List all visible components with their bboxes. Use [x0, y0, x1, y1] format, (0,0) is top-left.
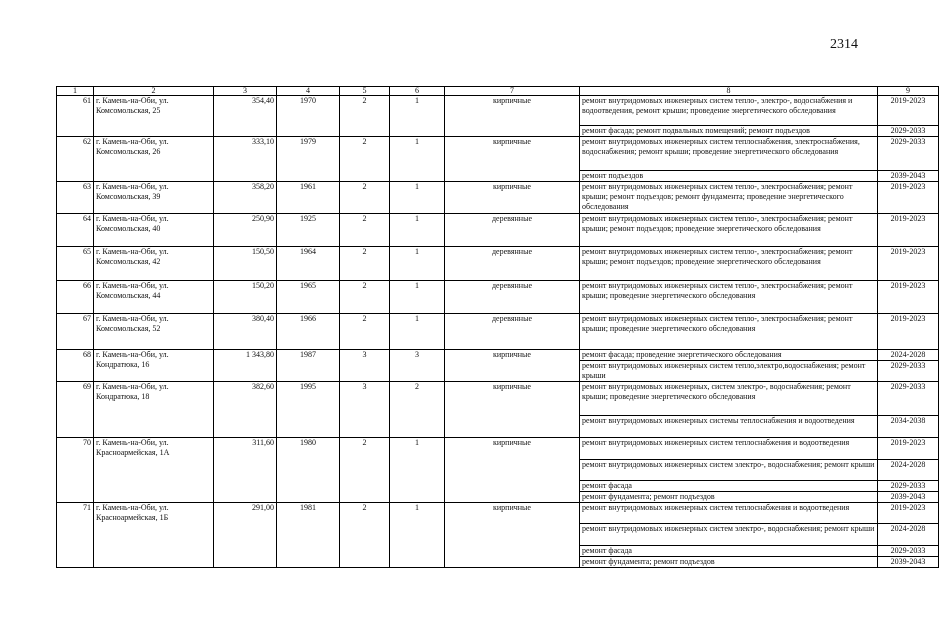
- entrances-cell: 1: [390, 214, 445, 247]
- table-row: [57, 137, 939, 171]
- table-row: [57, 281, 939, 314]
- area-cell: 150,50: [214, 247, 277, 281]
- period-cell: 2029-2033: [878, 137, 939, 171]
- year-cell: 1961: [277, 182, 340, 214]
- period-cell: 2029-2033: [878, 382, 939, 416]
- address-cell: г. Камень-на-Оби, ул. Комсомольская, 40: [94, 214, 214, 247]
- floors-cell: 3: [340, 382, 390, 438]
- row-number-cell: 62: [57, 137, 94, 182]
- header-cell: 3: [214, 87, 277, 96]
- address-cell: г. Камень-на-Оби, ул. Комсомольская, 26: [94, 137, 214, 182]
- floors-cell: 2: [340, 182, 390, 214]
- material-cell: кирпичные: [445, 182, 580, 214]
- material-cell: кирпичные: [445, 438, 580, 503]
- period-cell: 2024-2028: [878, 460, 939, 481]
- period-cell: 2019-2023: [878, 96, 939, 126]
- material-cell: деревянные: [445, 214, 580, 247]
- period-cell: 2034-2038: [878, 416, 939, 438]
- area-cell: 1 343,80: [214, 350, 277, 382]
- year-cell: 1979: [277, 137, 340, 182]
- repair-plan-table: [56, 86, 939, 568]
- area-cell: 380,40: [214, 314, 277, 350]
- floors-cell: 2: [340, 281, 390, 314]
- works-cell: ремонт внутридомовых инженерных систем тепло,электро,водоснабжения; ремонт крыши: [580, 361, 878, 382]
- header-cell: 8: [580, 87, 878, 96]
- floors-cell: 2: [340, 247, 390, 281]
- material-cell: кирпичные: [445, 350, 580, 382]
- year-cell: 1964: [277, 247, 340, 281]
- works-cell: ремонт фасада: [580, 481, 878, 492]
- works-cell: ремонт внутридомовых инженерных систем тепло-, электроснабжения; ремонт крыши; проведение энергетического обследования: [580, 314, 878, 350]
- table-row: [57, 96, 939, 126]
- period-cell: 2019-2023: [878, 247, 939, 281]
- works-cell: ремонт внутридомовых инженерных систем тепло-, электроснабжения; ремонт крыши; проведение энергетического обследования: [580, 281, 878, 314]
- year-cell: 1987: [277, 350, 340, 382]
- works-cell: ремонт фундамента; ремонт подъездов: [580, 557, 878, 568]
- row-number-cell: 65: [57, 247, 94, 281]
- material-cell: кирпичные: [445, 382, 580, 438]
- area-cell: 291,00: [214, 503, 277, 568]
- table-row: [57, 503, 939, 524]
- year-cell: 1980: [277, 438, 340, 503]
- entrances-cell: 1: [390, 137, 445, 182]
- period-cell: 2029-2033: [878, 126, 939, 137]
- row-number-cell: 63: [57, 182, 94, 214]
- header-cell: 2: [94, 87, 214, 96]
- area-cell: 311,60: [214, 438, 277, 503]
- year-cell: 1970: [277, 96, 340, 137]
- year-cell: 1925: [277, 214, 340, 247]
- table-body: [57, 87, 939, 568]
- row-number-cell: 67: [57, 314, 94, 350]
- address-cell: г. Камень-на-Оби, ул. Комсомольская, 39: [94, 182, 214, 214]
- works-cell: ремонт внутридомовых инженерных систем тепло-, электро-, водоснабжения и водоотведения, ремонт крыши; проведение энергетического обследования: [580, 96, 878, 126]
- year-cell: 1995: [277, 382, 340, 438]
- entrances-cell: 1: [390, 96, 445, 137]
- header-cell: 6: [390, 87, 445, 96]
- material-cell: деревянные: [445, 281, 580, 314]
- entrances-cell: 2: [390, 382, 445, 438]
- entrances-cell: 3: [390, 350, 445, 382]
- floors-cell: 2: [340, 438, 390, 503]
- works-cell: ремонт внутридомовых инженерных систем теплоснабжения и водоотведения: [580, 438, 878, 460]
- period-cell: 2039-2043: [878, 492, 939, 503]
- material-cell: кирпичные: [445, 96, 580, 137]
- entrances-cell: 1: [390, 182, 445, 214]
- works-cell: ремонт фасада; проведение энергетического обследования: [580, 350, 878, 361]
- address-cell: г. Камень-на-Оби, ул. Кондратюка, 16: [94, 350, 214, 382]
- works-cell: ремонт внутридомовых инженерных систем тепло-, электроснабжения; ремонт крыши; ремонт подъездов; проведение энергетического обследования: [580, 214, 878, 247]
- works-cell: ремонт внутридомовых инженерных системы теплоснабжения и водоотведения: [580, 416, 878, 438]
- year-cell: 1981: [277, 503, 340, 568]
- works-cell: ремонт внутридомовых инженерных систем электро-, водоснабжения; ремонт крыши: [580, 460, 878, 481]
- material-cell: кирпичные: [445, 503, 580, 568]
- row-number-cell: 64: [57, 214, 94, 247]
- table-row: [57, 247, 939, 281]
- period-cell: 2019-2023: [878, 314, 939, 350]
- period-cell: 2019-2023: [878, 281, 939, 314]
- address-cell: г. Камень-на-Оби, ул. Кондратюка, 18: [94, 382, 214, 438]
- row-number-cell: 70: [57, 438, 94, 503]
- period-cell: 2024-2028: [878, 524, 939, 546]
- floors-cell: 2: [340, 214, 390, 247]
- floors-cell: 2: [340, 314, 390, 350]
- address-cell: г. Камень-на-Оби, ул. Комсомольская, 44: [94, 281, 214, 314]
- period-cell: 2019-2023: [878, 214, 939, 247]
- table-row: [57, 438, 939, 460]
- address-cell: г. Камень-на-Оби, ул. Красноармейская, 1А: [94, 438, 214, 503]
- material-cell: деревянные: [445, 247, 580, 281]
- year-cell: 1966: [277, 314, 340, 350]
- header-cell: 5: [340, 87, 390, 96]
- table-row: [57, 350, 939, 361]
- area-cell: 382,60: [214, 382, 277, 438]
- table-row: [57, 382, 939, 416]
- area-cell: 354,40: [214, 96, 277, 137]
- table-header-row: [57, 87, 939, 96]
- header-cell: 1: [57, 87, 94, 96]
- period-cell: 2029-2033: [878, 481, 939, 492]
- header-cell: 7: [445, 87, 580, 96]
- works-cell: ремонт подъездов: [580, 171, 878, 182]
- header-cell: 4: [277, 87, 340, 96]
- period-cell: 2019-2023: [878, 503, 939, 524]
- works-cell: ремонт внутридомовых инженерных систем тепло-, электроснабжения; ремонт крыши; ремонт подъездов; ремонт фундамента; проведение энергетического обследования: [580, 182, 878, 214]
- address-cell: г. Камень-на-Оби, ул. Комсомольская, 25: [94, 96, 214, 137]
- area-cell: 358,20: [214, 182, 277, 214]
- works-cell: ремонт внутридомовых инженерных систем тепло-, электроснабжения; ремонт крыши; ремонт подъездов; проведение энергетического обследования: [580, 247, 878, 281]
- entrances-cell: 1: [390, 314, 445, 350]
- period-cell: 2039-2043: [878, 171, 939, 182]
- works-cell: ремонт внутридомовых инженерных систем электро-, водоснабжения; ремонт крыши: [580, 524, 878, 546]
- table-row: [57, 314, 939, 350]
- row-number-cell: 66: [57, 281, 94, 314]
- address-cell: г. Камень-на-Оби, ул. Комсомольская, 52: [94, 314, 214, 350]
- period-cell: 2039-2043: [878, 557, 939, 568]
- period-cell: 2019-2023: [878, 438, 939, 460]
- area-cell: 250,90: [214, 214, 277, 247]
- works-cell: ремонт внутридомовых инженерных систем теплоснабжения, электроснабжения, водоснабжения; ремонт крыши; проведение энергетического обследования: [580, 137, 878, 171]
- row-number-cell: 71: [57, 503, 94, 568]
- address-cell: г. Камень-на-Оби, ул. Комсомольская, 42: [94, 247, 214, 281]
- entrances-cell: 1: [390, 247, 445, 281]
- period-cell: 2029-2033: [878, 546, 939, 557]
- row-number-cell: 61: [57, 96, 94, 137]
- period-cell: 2019-2023: [878, 182, 939, 214]
- header-cell: 9: [878, 87, 939, 96]
- material-cell: кирпичные: [445, 137, 580, 182]
- table-row: [57, 182, 939, 214]
- floors-cell: 2: [340, 137, 390, 182]
- year-cell: 1965: [277, 281, 340, 314]
- works-cell: ремонт фасада; ремонт подвальных помещений; ремонт подъездов: [580, 126, 878, 137]
- period-cell: 2024-2028: [878, 350, 939, 361]
- works-cell: ремонт фундамента; ремонт подъездов: [580, 492, 878, 503]
- entrances-cell: 1: [390, 503, 445, 568]
- area-cell: 333,10: [214, 137, 277, 182]
- table-row: [57, 214, 939, 247]
- floors-cell: 2: [340, 503, 390, 568]
- works-cell: ремонт внутридомовых инженерных, систем электро-, водоснабжения; ремонт крыши; проведение энергетического обследования: [580, 382, 878, 416]
- address-cell: г. Камень-на-Оби, ул. Красноармейская, 1Б: [94, 503, 214, 568]
- period-cell: 2029-2033: [878, 361, 939, 382]
- entrances-cell: 1: [390, 281, 445, 314]
- page-number: 2314: [830, 37, 858, 52]
- row-number-cell: 68: [57, 350, 94, 382]
- floors-cell: 3: [340, 350, 390, 382]
- area-cell: 150,20: [214, 281, 277, 314]
- entrances-cell: 1: [390, 438, 445, 503]
- works-cell: ремонт внутридомовых инженерных систем теплоснабжения и водоотведения: [580, 503, 878, 524]
- row-number-cell: 69: [57, 382, 94, 438]
- material-cell: деревянные: [445, 314, 580, 350]
- works-cell: ремонт фасада: [580, 546, 878, 557]
- floors-cell: 2: [340, 96, 390, 137]
